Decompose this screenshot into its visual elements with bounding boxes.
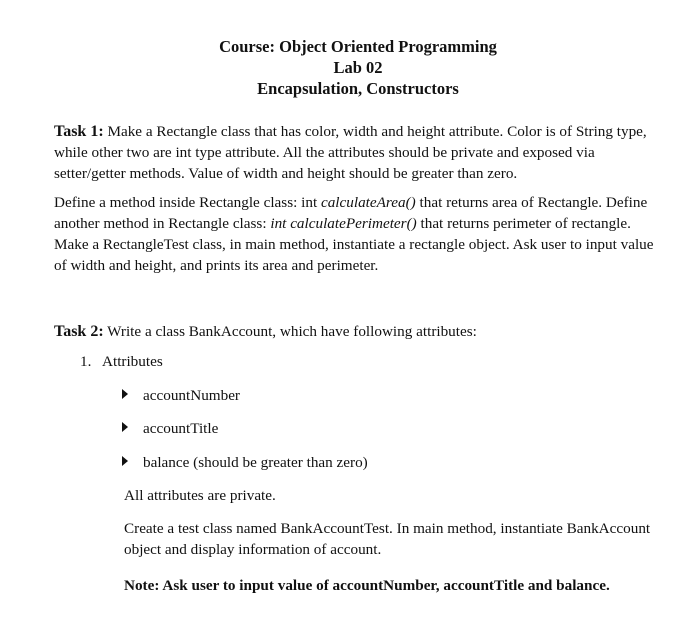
bullet-triangle-icon: [122, 389, 128, 399]
list-number: 1.: [80, 353, 92, 370]
bullet-item: [122, 418, 218, 439]
list-item-text: Attributes: [102, 353, 163, 370]
bullet-triangle-icon: [122, 422, 128, 432]
task1-p2-part-a: Define a method inside Rectangle class: int: [54, 194, 321, 211]
bullet-text: accountTitle: [143, 420, 219, 437]
task2-paragraph: [54, 321, 654, 342]
task2-text: Write a class BankAccount, which have following attributes:: [103, 323, 477, 340]
task1-text: Make a Rectangle class that has color, width and height attribute. Color is of String type, while other two are int type attribute. All the attributes should be private and exposed via setter/getter methods. Value of width and height should be greater than zero.: [54, 123, 647, 182]
bullet-triangle-icon: [122, 456, 128, 466]
task1-methods-paragraph: [54, 192, 654, 276]
task1-label: Task 1:: [54, 123, 104, 140]
task2-label: Task 2:: [54, 323, 104, 340]
bullet-text: balance (should be greater than zero): [143, 454, 368, 471]
task1-p2-part-c: that returns perimeter of rectangle. Make a RectangleTest class, in main method, instantiate a rectangle object. Ask user to input value of width and height, and prints its area and perimeter.: [54, 215, 654, 274]
document-header: [0, 36, 700, 99]
final-note: Note: Ask user to input value of accountNumber, accountTitle and balance.: [124, 577, 610, 594]
calculate-perimeter-method: int calculatePerimeter(): [270, 215, 417, 232]
test-class-paragraph: Create a test class named BankAccountTest. In main method, instantiate BankAccount object and display information of account.: [124, 520, 651, 558]
task1-p2-part-b: that returns area of Rectangle. Define another method in Rectangle class:: [54, 194, 648, 232]
lab-number: Lab 02: [333, 58, 383, 77]
bullet-item: [122, 385, 240, 406]
private-attributes-note: All attributes are private.: [124, 487, 276, 504]
bullet-item: [122, 452, 368, 473]
course-title: Course: Object Oriented Programming: [219, 37, 497, 56]
numbered-list-item: [80, 351, 163, 372]
task1-paragraph: [54, 121, 654, 184]
bullet-text: accountNumber: [143, 387, 240, 404]
lab-topic: Encapsulation, Constructors: [257, 79, 459, 98]
calculate-area-method: calculateArea(): [320, 194, 416, 211]
